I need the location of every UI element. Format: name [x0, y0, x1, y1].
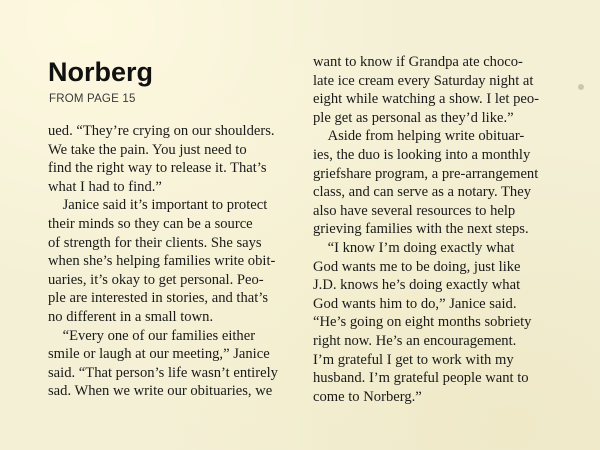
left-line: said. “That person’s life wasn’t entirely [48, 364, 278, 381]
paper-speck [578, 84, 584, 90]
left-line: sad. When we write our obituaries, we [48, 383, 273, 400]
right-line: eight while watching a show. I let peo- [313, 91, 540, 108]
right-line: grieving families with the next steps. [313, 221, 529, 238]
left-line: their minds so they can be a source [48, 215, 253, 232]
right-line: also have several resources to help [313, 202, 516, 219]
article-headline: Norberg [48, 57, 154, 87]
right-line: “I know I’m doing exactly what [313, 239, 515, 256]
right-line: God wants him to do,” Janice said. [313, 295, 517, 312]
left-line: find the right way to release it. That’s [48, 160, 267, 177]
right-line: husband. I’m grateful people want to [313, 370, 529, 387]
right-line: ple get as personal as they’d like.” [313, 109, 514, 126]
left-line: ued. “They’re crying on our shoulders. [48, 123, 275, 139]
right-line: want to know if Grandpa ate choco- [313, 54, 523, 70]
left-line: no different in a small town. [48, 308, 214, 325]
right-line: J.D. knows he’s doing exactly what [313, 277, 521, 294]
left-line: ple are interested in stories, and that’s [48, 290, 269, 307]
left-column [48, 122, 298, 401]
right-line: come to Norberg.” [313, 388, 422, 405]
right-line: griefshare program, a pre-arrangement [313, 165, 539, 182]
right-line: God wants me to be doing, just like [313, 258, 521, 275]
right-column [313, 53, 575, 406]
left-line: when she’s helping families write obit- [48, 253, 276, 270]
left-line: of strength for their clients. She says [48, 234, 262, 251]
left-line: what I had to find.” [48, 178, 162, 195]
right-line: Aside from helping write obituar- [313, 128, 525, 145]
left-line: smile or laugh at our meeting,” Janice [48, 346, 270, 363]
right-line: “He’s going on eight months sobriety [313, 314, 532, 331]
right-line: right now. He’s an encouragement. [313, 332, 517, 349]
right-line: I’m grateful I get to work with my [313, 351, 514, 368]
right-line: class, and can serve as a notary. They [313, 184, 532, 201]
left-line: Janice said it’s important to protect [48, 197, 268, 214]
right-line: ies, the duo is looking into a monthly [313, 146, 531, 163]
left-line: “Every one of our families either [48, 327, 256, 344]
jump-line: FROM PAGE 15 [49, 93, 136, 105]
right-line: late ice cream every Saturday night at [313, 72, 534, 89]
left-line: We take the pain. You just need to [48, 141, 247, 158]
left-line: uaries, it’s okay to get personal. Peo- [48, 271, 264, 288]
